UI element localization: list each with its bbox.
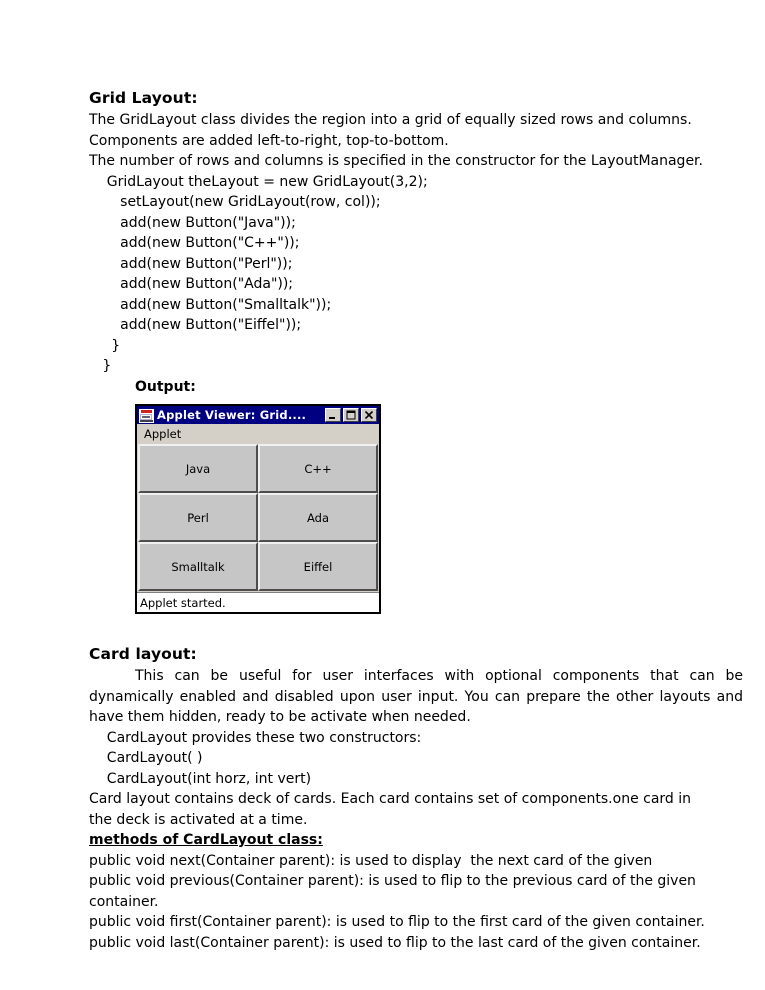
applet-canvas xyxy=(137,443,379,592)
card-layout-intro-text: This can be useful for user interfaces with optional components that can be dynamically enabled and disabled upon user input. You can prepare the other layouts and have them hidden, ready to be activate when needed. xyxy=(89,668,743,725)
java-cup-icon xyxy=(139,408,154,422)
card-method-line-2: public void previous(Container parent): is used to flip to the previous card of the given xyxy=(89,873,696,889)
card-layout-heading: Card layout: xyxy=(89,645,197,663)
card-method-line-4: public void first(Container parent): is used to flip to the first card of the given container. xyxy=(89,914,705,930)
grid-code-line-3: add(new Button("Java")); xyxy=(89,214,296,231)
grid-code-line-1: GridLayout theLayout = new GridLayout(3,2); xyxy=(89,173,428,190)
card-constructor-line-2: CardLayout( ) xyxy=(89,750,203,766)
card-layout-intro-paragraph xyxy=(89,666,743,728)
window-titlebar xyxy=(137,406,379,424)
document-content xyxy=(89,88,743,953)
awt-button-smalltalk[interactable]: Smalltalk xyxy=(138,542,258,591)
window-controls xyxy=(325,408,377,422)
card-method-line-3: container. xyxy=(89,893,159,910)
awt-button-eiffel[interactable]: Eiffel xyxy=(258,542,378,591)
applet-viewer-window xyxy=(135,404,381,614)
card-constructor-line-1: CardLayout provides these two constructors: xyxy=(89,729,422,746)
grid-code-line-6: add(new Button("Ada")); xyxy=(89,276,294,292)
grid-code-line-5: add(new Button("Perl")); xyxy=(89,255,293,272)
grid-code-line-7: add(new Button("Smalltalk")); xyxy=(89,296,332,313)
applet-statusbar: Applet started. xyxy=(137,592,379,612)
grid-code-line-10: } xyxy=(89,358,112,374)
output-label: Output: xyxy=(135,378,196,395)
menu-item-applet[interactable]: Applet xyxy=(144,426,182,441)
grid-code-line-4: add(new Button("C++")); xyxy=(89,235,300,251)
awt-button-perl[interactable]: Perl xyxy=(138,493,258,542)
grid-code-line-9: } xyxy=(89,337,121,354)
grid-paragraph-line-3: The number of rows and columns is specified in the constructor for the LayoutManager. xyxy=(89,153,703,169)
card-deck-line-2: the deck is activated at a time. xyxy=(89,811,308,828)
grid-code-line-2: setLayout(new GridLayout(row, col)); xyxy=(89,194,381,210)
grid-code-line-8: add(new Button("Eiffel")); xyxy=(89,317,302,333)
maximize-button[interactable] xyxy=(343,408,359,422)
grid-layout-demo xyxy=(138,444,378,591)
grid-paragraph-line-1: The GridLayout class divides the region into a grid of equally sized rows and columns. xyxy=(89,112,692,128)
window-title: Applet Viewer: Grid.... xyxy=(157,408,307,422)
awt-button-cpp[interactable]: C++ xyxy=(258,444,378,493)
awt-button-ada[interactable]: Ada xyxy=(258,493,378,542)
minimize-button[interactable] xyxy=(325,408,341,422)
card-methods-heading: methods of CardLayout class: xyxy=(89,832,323,848)
window-menubar xyxy=(137,424,379,443)
card-method-line-1: public void next(Container parent): is used to display the next card of the given xyxy=(89,852,653,869)
close-button[interactable] xyxy=(361,408,377,422)
awt-button-java[interactable]: Java xyxy=(138,444,258,493)
grid-layout-heading: Grid Layout: xyxy=(89,89,198,107)
grid-paragraph-line-2: Components are added left-to-right, top-to-bottom. xyxy=(89,132,449,149)
card-deck-line-1: Card layout contains deck of cards. Each card contains set of components.one card in xyxy=(89,791,692,807)
card-constructor-line-3: CardLayout(int horz, int vert) xyxy=(89,770,312,787)
card-method-line-5: public void last(Container parent): is used to flip to the last card of the given container. xyxy=(89,934,701,951)
